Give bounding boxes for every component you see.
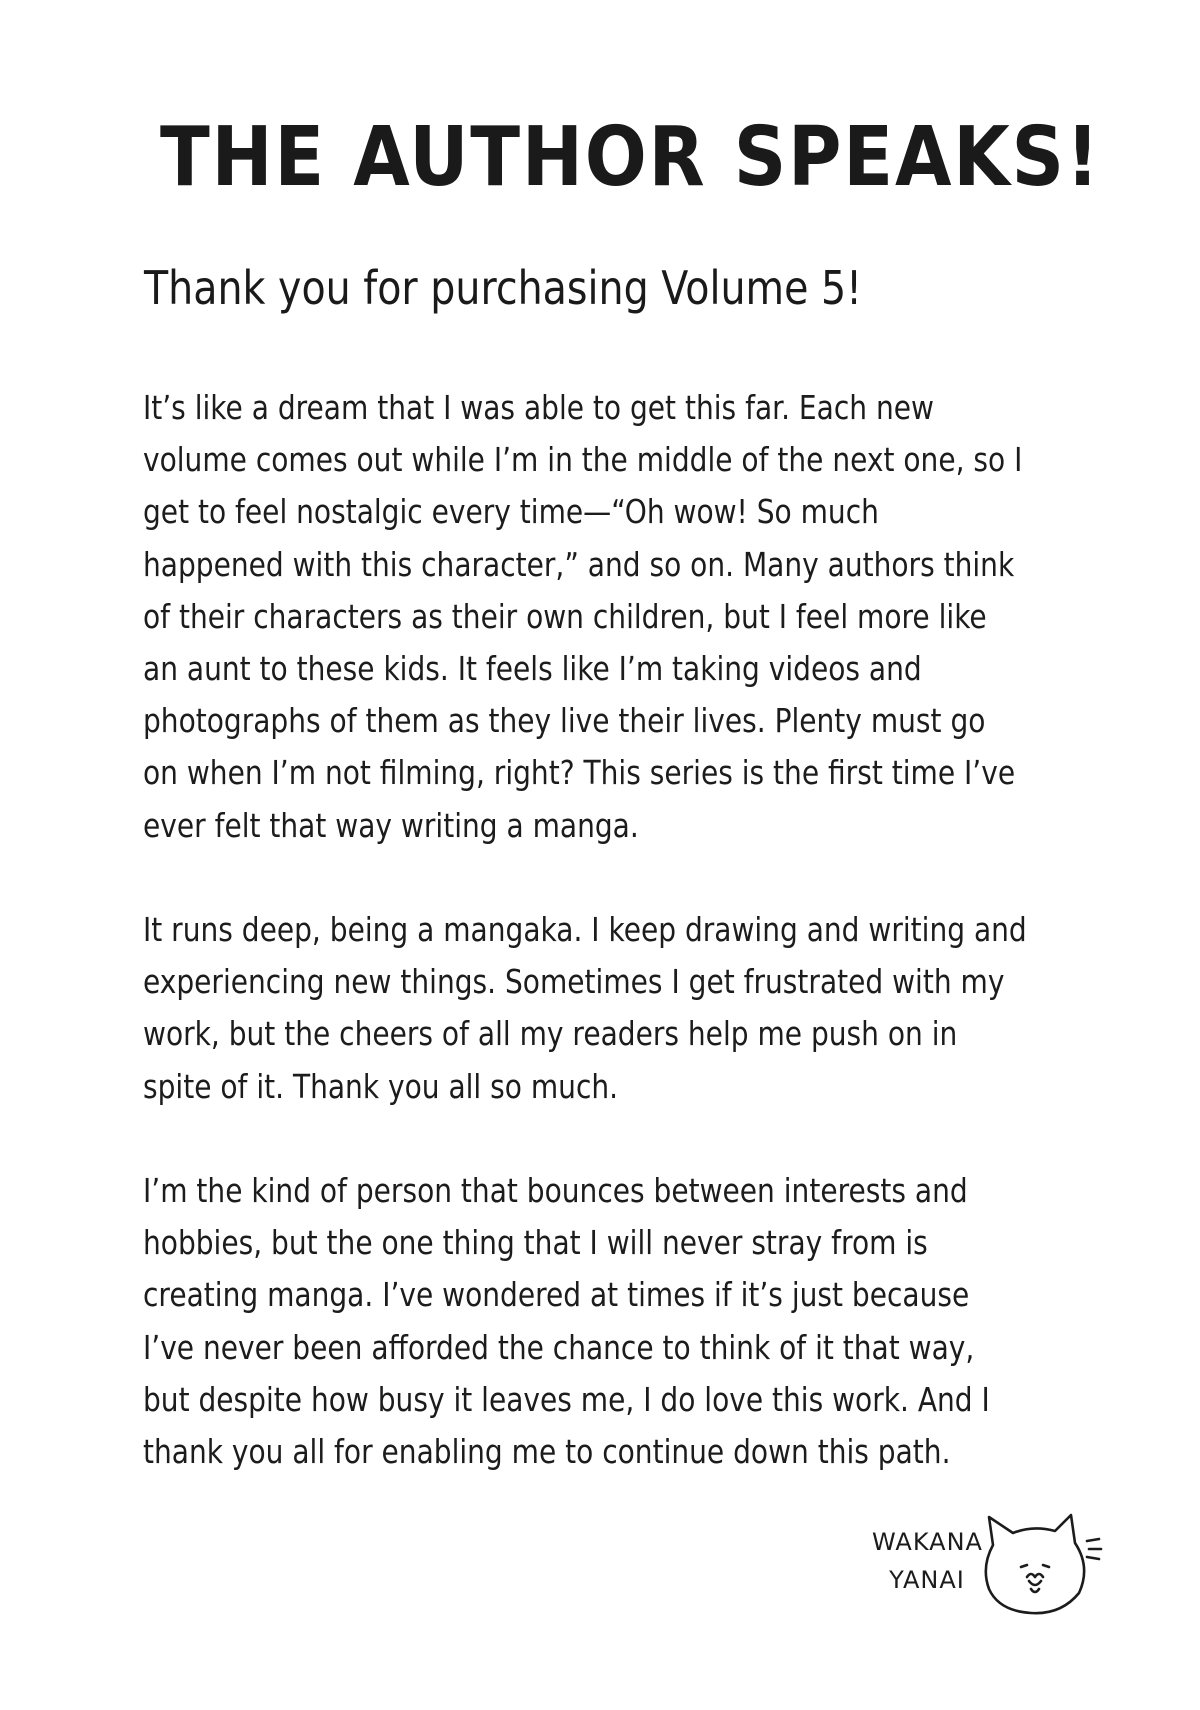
page-subtitle: Thank you for purchasing Volume 5! xyxy=(144,261,863,315)
body-text xyxy=(143,382,1027,1530)
signature-last-name: YANAI xyxy=(889,1566,965,1594)
paragraph-1: It’s like a dream that I was able to get this far. Each new volume comes out while I’m in the middle of the next one, so I get to feel nostalgic every time—“Oh wow! So much happened with this character,” and so on. Many authors think of their characters as their own children, but I feel more like an aunt to these kids. It feels like I’m taking videos and photographs of them as they live their lives. Plenty must go on when I’m not filming, right? This series is the first time I’ve ever felt that way writing a manga. xyxy=(143,388,1023,845)
signature-first-name: WAKANA xyxy=(872,1528,983,1556)
author-signature xyxy=(872,1523,982,1599)
paragraph-2: It runs deep, being a mangaka. I keep drawing and writing and experiencing new things. Sometimes I get frustrated with my work, but the cheers of all my readers help me push on in spite of it. Thank you all so much. xyxy=(143,910,1027,1106)
page-title: THE AUTHOR SPEAKS! xyxy=(160,110,1101,205)
cat-face-icon xyxy=(975,1505,1105,1625)
paragraph-3: I’m the kind of person that bounces between interests and hobbies, but the one thing that I will never stray from is creating manga. I’ve wondered at times if it’s just because I’ve never been afforded the chance to think of it that way, but despite how busy it leaves me, I do love this work. And I thank you all for enabling me to continue down this path. xyxy=(143,1171,990,1472)
